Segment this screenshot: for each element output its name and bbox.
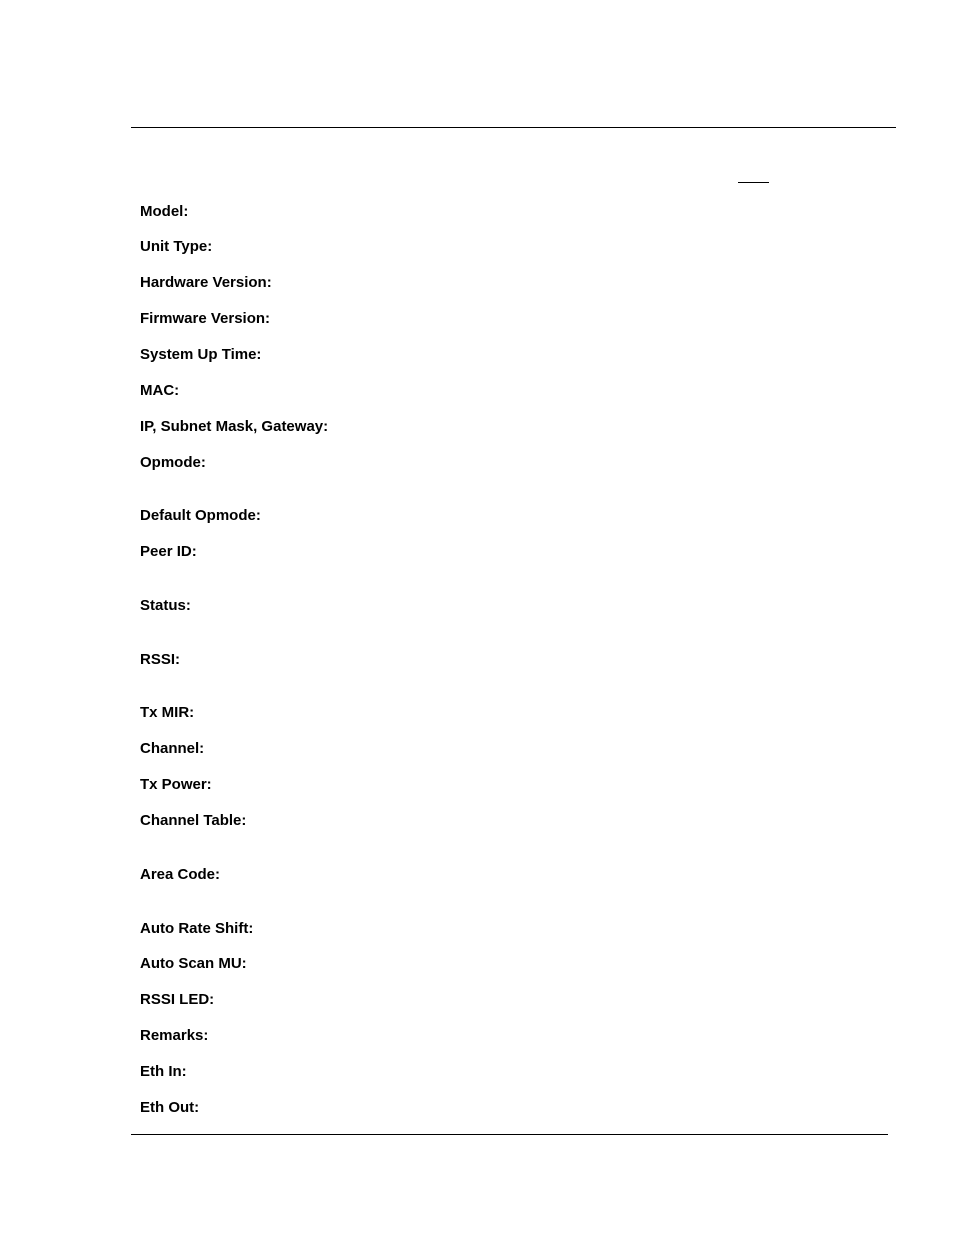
field-label-model: Model: <box>140 203 189 220</box>
field-label-opmode: Opmode: <box>140 454 206 471</box>
field-label-eth-out: Eth Out: <box>140 1099 200 1116</box>
field-label-remarks: Remarks: <box>140 1027 209 1044</box>
field-label-tx-mir: Tx MIR: <box>140 704 195 721</box>
field-label-hardware-version: Hardware Version: <box>140 274 272 291</box>
field-label-channel: Channel: <box>140 740 205 757</box>
short-underline <box>738 182 769 183</box>
field-label-auto-rate-shift: Auto Rate Shift: <box>140 920 254 937</box>
field-label-eth-in: Eth In: <box>140 1063 187 1080</box>
bottom-rule <box>131 1134 888 1135</box>
field-label-unit-type: Unit Type: <box>140 238 213 255</box>
field-label-default-opmode: Default Opmode: <box>140 507 261 524</box>
top-rule <box>131 127 896 128</box>
field-label-status: Status: <box>140 597 191 614</box>
field-label-system-up-time: System Up Time: <box>140 346 262 363</box>
field-label-rssi: RSSI: <box>140 651 181 668</box>
field-label-ip-subnet-gateway: IP, Subnet Mask, Gateway: <box>140 418 329 435</box>
field-label-auto-scan-mu: Auto Scan MU: <box>140 955 247 972</box>
field-label-rssi-led: RSSI LED: <box>140 991 215 1008</box>
field-label-peer-id: Peer ID: <box>140 543 197 560</box>
field-label-channel-table: Channel Table: <box>140 812 247 829</box>
field-label-mac: MAC: <box>140 382 180 399</box>
field-label-area-code: Area Code: <box>140 866 221 883</box>
field-label-tx-power: Tx Power: <box>140 776 212 793</box>
field-label-firmware-version: Firmware Version: <box>140 310 271 327</box>
